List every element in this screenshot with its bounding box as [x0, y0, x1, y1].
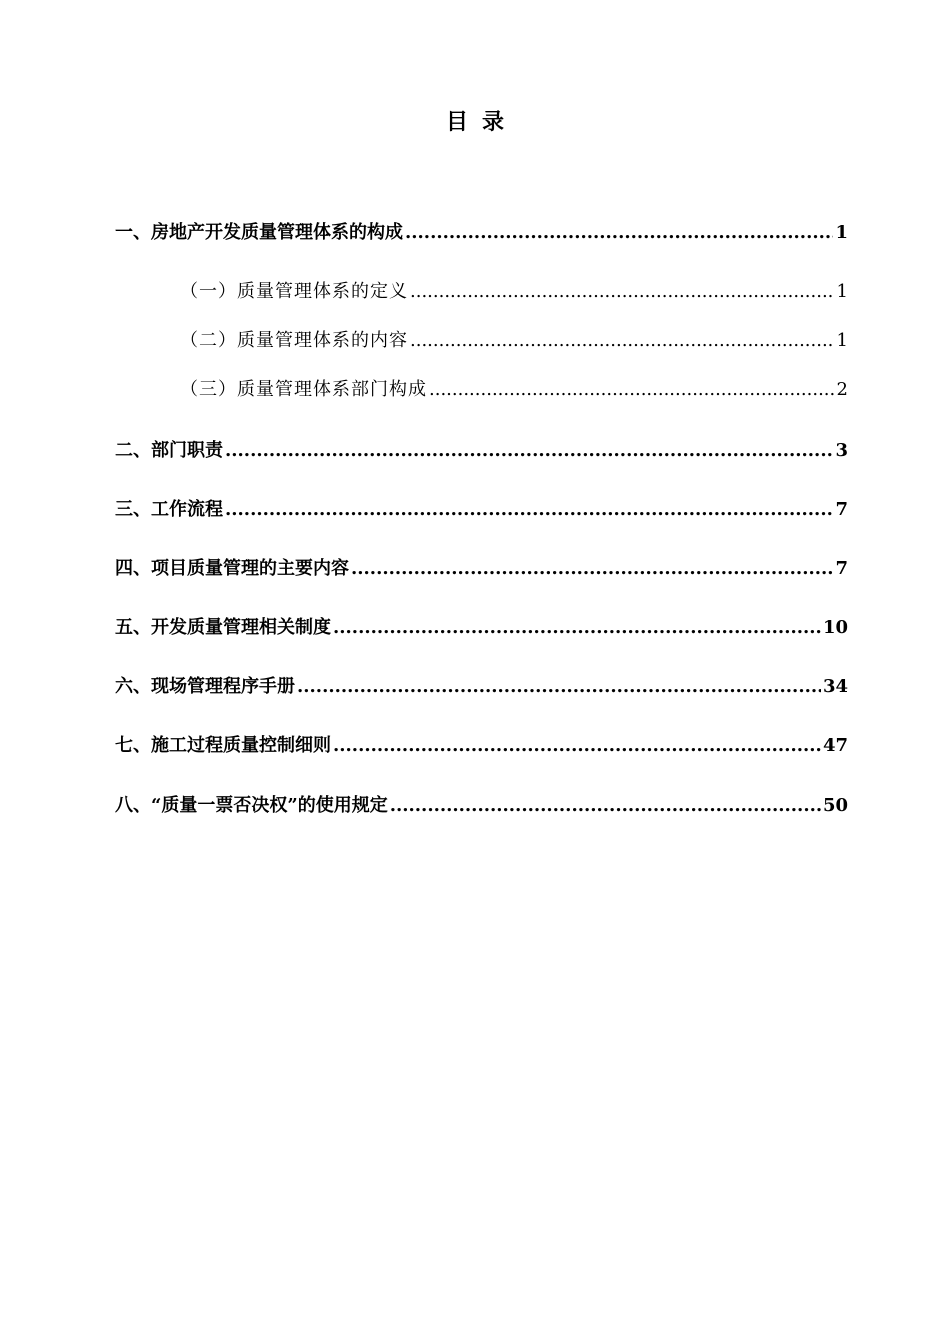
toc-entry[interactable] [115, 792, 848, 820]
toc-entry-label: 六、现场管理程序手册 [115, 676, 295, 697]
toc-leader-dots [410, 327, 835, 355]
toc-leader-dots [225, 437, 833, 465]
toc-entry-page: 1 [836, 330, 848, 351]
toc-entry[interactable] [115, 732, 848, 760]
toc-leader-dots [297, 673, 821, 701]
toc-entry-page: 50 [822, 795, 848, 816]
toc-entry-page: 3 [835, 440, 848, 461]
toc-leader-dots [410, 278, 835, 306]
toc-subentry[interactable] [180, 278, 848, 306]
toc-entry-label: 一、房地产开发质量管理体系的构成 [115, 222, 403, 243]
toc-entry-label: 四、项目质量管理的主要内容 [115, 558, 349, 579]
toc-leader-dots [333, 614, 821, 642]
toc-entry-label: 三、工作流程 [115, 499, 223, 520]
toc-entry-label: （一）质量管理体系的定义 [180, 281, 408, 302]
toc-subentry[interactable] [180, 376, 848, 404]
toc-entry-page: 2 [836, 379, 848, 400]
toc-entry-page: 34 [822, 676, 848, 697]
toc-entry[interactable] [115, 496, 848, 524]
toc-entry[interactable] [115, 614, 848, 642]
toc-entry-label: 二、部门职责 [115, 440, 223, 461]
toc-leader-dots [405, 219, 833, 247]
toc-entry-label: 七、施工过程质量控制细则 [115, 735, 331, 756]
toc-leader-dots [351, 555, 833, 583]
toc-entry-page: 47 [822, 735, 848, 756]
toc-leader-dots [429, 376, 835, 404]
toc-entry-page: 1 [836, 281, 848, 302]
toc-leader-dots [390, 792, 821, 820]
toc-entry-label: 五、开发质量管理相关制度 [115, 617, 331, 638]
toc-entry-label: 八、“质量一票否决权”的使用规定 [115, 795, 388, 816]
toc-leader-dots [333, 732, 821, 760]
toc-entry[interactable] [115, 555, 848, 583]
toc-entry[interactable] [115, 437, 848, 465]
toc-entry-label: （三）质量管理体系部门构成 [180, 379, 427, 400]
toc-entry-label: （二）质量管理体系的内容 [180, 330, 408, 351]
toc-entry-page: 7 [835, 558, 848, 579]
toc-entry-page: 1 [835, 222, 848, 243]
toc-entry-page: 10 [822, 617, 848, 638]
toc-entry[interactable] [115, 219, 848, 247]
toc-title: 目录 [445, 109, 518, 135]
toc-subentry[interactable] [180, 327, 848, 355]
toc-leader-dots [225, 496, 833, 524]
toc-entry-page: 7 [835, 499, 848, 520]
toc-entry[interactable] [115, 673, 848, 701]
